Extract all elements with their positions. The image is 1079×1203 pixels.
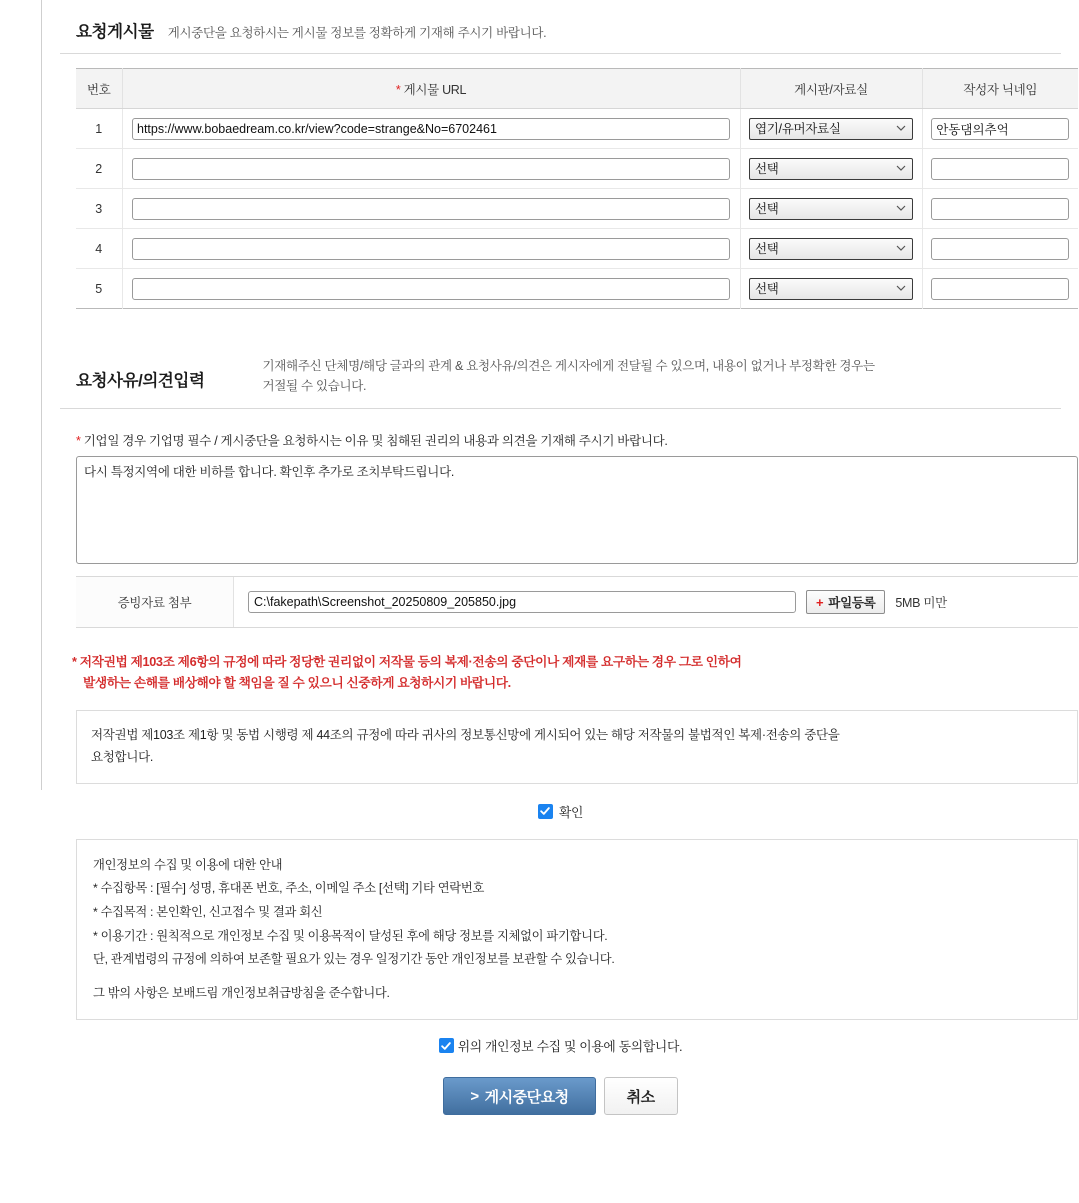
nickname-input-3[interactable] (931, 198, 1069, 220)
submit-arrow-icon: > (470, 1087, 479, 1105)
file-upload-label: 파일등록 (828, 596, 876, 611)
th-nickname: 작성자 닉네임 (922, 69, 1078, 109)
cell-url (122, 149, 740, 189)
file-attachment-row (76, 576, 1078, 628)
required-star-reason: * (76, 434, 81, 449)
submit-button-label: 게시중단요청 (484, 1088, 569, 1106)
board-select-wrap-5 (749, 278, 913, 300)
section1-description: 게시중단을 요청하시는 게시물 정보를 정확하게 기재해 주시기 바랍니다. (167, 26, 547, 40)
th-number: 번호 (76, 69, 122, 109)
url-input-3[interactable] (132, 198, 730, 220)
cell-board (740, 109, 922, 149)
agree-checkbox-row (60, 1036, 1061, 1055)
section2-desc-line2: 거절될 수 있습니다. (262, 378, 367, 393)
submit-takedown-button[interactable] (443, 1077, 595, 1115)
cell-nickname (922, 189, 1078, 229)
notice-line2: 요청합니다. (91, 749, 154, 764)
agree-checkbox[interactable] (439, 1038, 454, 1053)
board-select-2[interactable] (749, 158, 913, 180)
privacy-line3: * 수집목적 : 본인확인, 신고접수 및 결과 회신 (93, 905, 323, 919)
confirm-checkbox-label: 확인 (558, 804, 584, 820)
privacy-line5: 단, 관계법령의 규정에 의하여 보존할 필요가 있는 경우 일정기간 동안 개인정보를 보관할 수 있습니다. (93, 952, 615, 967)
nickname-input-5[interactable] (931, 278, 1069, 300)
form-action-buttons (60, 1077, 1061, 1115)
url-input-4[interactable] (132, 238, 730, 260)
board-select-wrap-1 (749, 118, 913, 140)
cell-board (740, 149, 922, 189)
warning-line1: 저작권법 제103조 제6항의 규정에 따라 정당한 권리없이 저작물 등의 복제·전송의 중단이나 제재를 요구하는 경우 그로 인하여 (79, 655, 742, 670)
confirm-checkbox-row (60, 802, 1061, 821)
copyright-warning (72, 652, 1061, 694)
cell-url (122, 229, 740, 269)
board-select-wrap-2 (749, 158, 913, 180)
cancel-button[interactable]: 취소 (604, 1077, 678, 1115)
file-size-hint: 5MB 미만 (895, 596, 947, 611)
table-row (76, 229, 1078, 269)
url-input-5[interactable] (132, 278, 730, 300)
reason-textarea[interactable] (76, 456, 1078, 564)
confirm-checkbox[interactable] (538, 804, 553, 819)
warning-line2: 발생하는 손해를 배상해야 할 책임을 질 수 있으니 신중하게 요청하시기 바랍니다. (83, 676, 511, 691)
form-content (43, 0, 1079, 1115)
plus-icon: + (816, 594, 824, 610)
cell-nickname (922, 269, 1078, 309)
table-header-row (76, 69, 1078, 109)
cell-board (740, 229, 922, 269)
nickname-input-1[interactable] (931, 118, 1069, 140)
warning-star: * (72, 655, 77, 670)
required-star-url: * (395, 82, 401, 97)
section2-desc-line1: 기재해주신 단체명/해당 글과의 관계 & 요청사유/의견은 게시자에게 전달될 수 있으며, 내용이 없거나 부정확한 경우는 (262, 359, 875, 374)
section2-title: 요청사유/의견입력 (76, 372, 205, 391)
row-number: 3 (76, 189, 122, 229)
section1-title: 요청게시물 (76, 23, 154, 41)
row-number: 5 (76, 269, 122, 309)
th-url-label: 게시물 URL (403, 82, 467, 97)
file-path-input[interactable] (248, 591, 796, 613)
agree-checkbox-label: 위의 개인정보 수집 및 이용에 동의합니다. (457, 1039, 683, 1055)
file-attachment-body (234, 577, 1078, 627)
nickname-input-4[interactable] (931, 238, 1069, 260)
table-row (76, 189, 1078, 229)
file-attachment-label: 증빙자료 첨부 (76, 577, 234, 627)
url-input-2[interactable] (132, 158, 730, 180)
board-select-4[interactable] (749, 238, 913, 260)
section-requested-posts-header (60, 0, 1061, 54)
board-select-5[interactable] (749, 278, 913, 300)
requested-posts-table (76, 68, 1078, 309)
cell-nickname (922, 109, 1078, 149)
privacy-line6: 그 밖의 사항은 보배드림 개인정보취급방침을 준수합니다. (93, 985, 390, 1000)
privacy-policy-box (76, 839, 1078, 1021)
cell-url (122, 269, 740, 309)
th-url (122, 69, 740, 109)
table-row (76, 269, 1078, 309)
cell-url (122, 109, 740, 149)
cell-board (740, 189, 922, 229)
board-select-wrap-3 (749, 198, 913, 220)
privacy-line4: * 이용기간 : 원칙적으로 개인정보 수집 및 이용목적이 달성된 후에 해당 정보를 지체없이 파기합니다. (93, 928, 608, 943)
url-input-1[interactable] (132, 118, 730, 140)
reason-required-text: 기업일 경우 기업명 필수 / 게시중단을 요청하시는 이유 및 침해된 권리의 내용과 의견을 기재해 주시기 바랍니다. (83, 434, 668, 449)
nickname-input-2[interactable] (931, 158, 1069, 180)
copyright-notice-box (76, 710, 1078, 784)
board-select-1[interactable] (749, 118, 913, 140)
cell-nickname (922, 149, 1078, 189)
cell-board (740, 269, 922, 309)
section-reason-header (60, 341, 1061, 409)
privacy-spacer (93, 972, 1061, 982)
privacy-line2: * 수집항목 : [필수] 성명, 휴대폰 번호, 주소, 이메일 주소 [선택] 기타 연락번호 (93, 881, 485, 896)
cell-url (122, 189, 740, 229)
row-number: 4 (76, 229, 122, 269)
board-select-wrap-4 (749, 238, 913, 260)
left-container-border (0, 0, 42, 790)
reason-required-note (76, 431, 1061, 449)
table-row (76, 109, 1078, 149)
table-row (76, 149, 1078, 189)
row-number: 2 (76, 149, 122, 189)
row-number: 1 (76, 109, 122, 149)
cell-nickname (922, 229, 1078, 269)
privacy-line1: 개인정보의 수집 및 이용에 대한 안내 (93, 857, 283, 872)
board-select-3[interactable] (749, 198, 913, 220)
section2-description (219, 357, 875, 396)
file-upload-button[interactable] (806, 590, 885, 614)
notice-line1: 저작권법 제103조 제1항 및 동법 시행령 제 44조의 규정에 따라 귀사의 정보통신망에 게시되어 있는 해당 저작물의 불법적인 복제·전송의 중단을 (91, 728, 840, 743)
th-board: 게시판/자료실 (740, 69, 922, 109)
